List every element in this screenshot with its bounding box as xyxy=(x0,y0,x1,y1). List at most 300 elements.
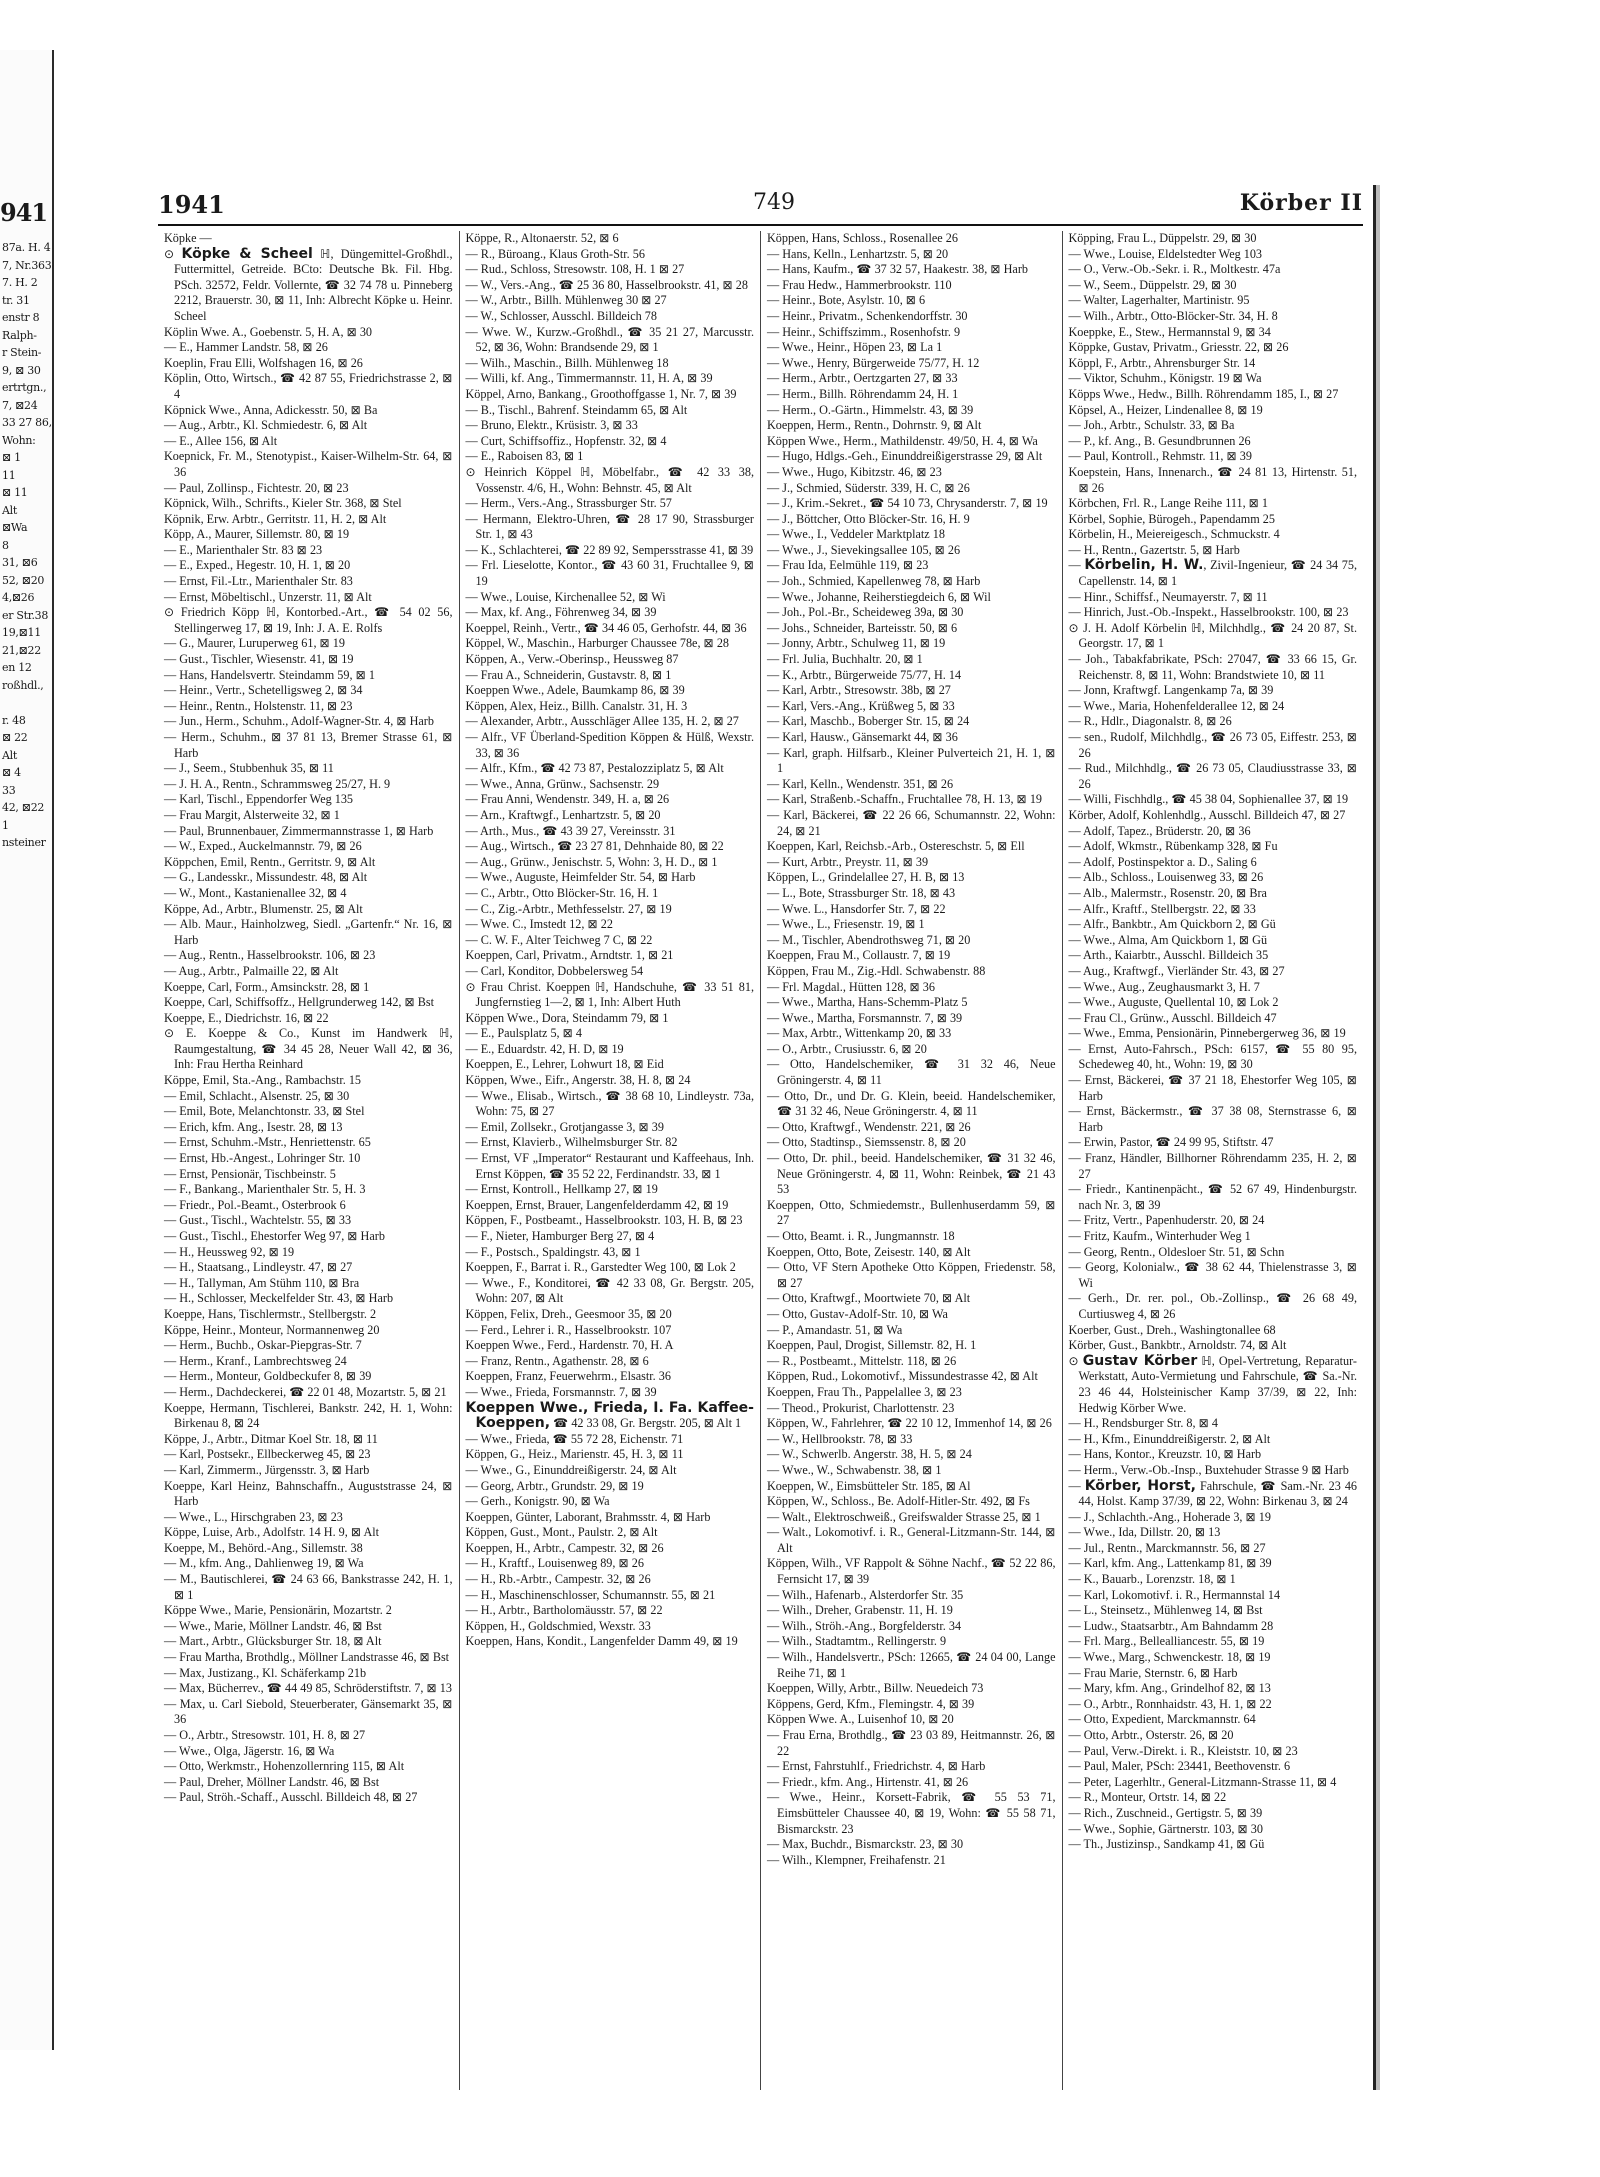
directory-entry: — Gust., Tischler, Wiesenstr. 41, ⊠ 19 xyxy=(164,652,354,667)
directory-entry: Koeppe, Karl Heinz, Bahnschaffn., Auguststrasse 24, ⊠ Harb xyxy=(164,1478,453,1509)
directory-entry: — Wwe., Louise, Kirchenallee 52, ⊠ Wi xyxy=(465,589,666,604)
directory-entry: — P., Amandastr. 51, ⊠ Wa xyxy=(767,1322,903,1337)
directory-entry: Köppen, Frau M., Zig.-Hdl. Schwabenstr. 88 xyxy=(767,963,986,978)
directory-entry: — Aug., Arbtr., Palmaille 22, ⊠ Alt xyxy=(164,963,339,978)
directory-entry: — Wwe., Martha, Hans-Schemm-Platz 5 xyxy=(767,995,968,1010)
directory-entry: — Wilh., Maschin., Billh. Mühlenweg 18 xyxy=(465,355,669,370)
directory-entry: — H., Rendsburger Str. 8, ⊠ 4 xyxy=(1068,1416,1218,1431)
directory-entry: — Karl, Zimmerm., Jürgensstr. 3, ⊠ Harb xyxy=(164,1462,370,1477)
directory-entry: Köppke, Gustav, Privatm., Griesstr. 22, ⊠ 26 xyxy=(1068,340,1289,355)
directory-entry: Köppel, W., Maschin., Harburger Chaussee 78e, ⊠ 28 xyxy=(465,636,730,651)
directory-entry: — Emil, Schlacht., Alsenstr. 25, ⊠ 30 xyxy=(164,1088,350,1103)
adjacent-page-line: 33 27 86, xyxy=(2,416,52,429)
directory-entry: — Ernst, Möbeltischl., Unzerstr. 11, ⊠ Alt xyxy=(164,589,372,604)
directory-entry: — Alb. Maur., Hainholzweg, Siedl. „Gartenfr.“ Nr. 16, ⊠ Harb xyxy=(164,917,453,947)
directory-entry: — Rich., Zuschneid., Gertigstr. 5, ⊠ 39 xyxy=(1068,1805,1263,1820)
directory-entry: — L., Steinsetz., Mühlenweg 14, ⊠ Bst xyxy=(1068,1603,1263,1618)
directory-entry: — Mart., Arbtr., Glücksburger Str. 18, ⊠ Alt xyxy=(164,1634,382,1649)
directory-entry: — C., Zig.-Arbtr., Methfesselstr. 27, ⊠ 19 xyxy=(465,901,672,916)
directory-entry: — Wwe., Heinr., Korsett-Fabrik, ☎ 55 53 71, Eimsbütteler Chaussee 40, ⊠ 19, Wohn: ☎ 55 58 71, Bismarckstr. 23 xyxy=(767,1790,1056,1836)
directory-entry: — Paul, Zollinsp., Fichtestr. 20, ⊠ 23 xyxy=(164,480,349,495)
directory-entry: Köppens, Gerd, Kfm., Flemingstr. 4, ⊠ 39 xyxy=(767,1696,975,1711)
directory-entry: Köppel, Arno, Bankang., Groothoffgasse 1, Nr. 7, ⊠ 39 xyxy=(465,386,737,401)
adjacent-page-line: 1 xyxy=(2,818,9,832)
directory-entry: — Erwin, Pastor, ☎ 24 99 95, Stiftstr. 47 xyxy=(1068,1135,1274,1150)
directory-entry: — Max, u. Carl Siebold, Steuerberater, Gänsemarkt 35, ⊠ 36 xyxy=(164,1696,453,1727)
directory-entry: — Jun., Herm., Schuhm., Adolf-Wagner-Str. 4, ⊠ Harb xyxy=(164,714,434,729)
directory-entry: — Otto, Kraftwgf., Moortwiete 70, ⊠ Alt xyxy=(767,1291,971,1306)
entry-bold-name: Körbelin, H. W. xyxy=(1084,557,1204,574)
directory-entry: — Herm., Schuhm., ⊠ 37 81 13, Bremer Strasse 61, ⊠ Harb xyxy=(164,730,453,760)
adjacent-page-line: 4,⊠26 xyxy=(2,591,35,604)
running-head: Körber II xyxy=(1239,190,1363,216)
directory-entry: — Hinr., Schiffsf., Neumayerstr. 7, ⊠ 11 xyxy=(1068,589,1268,604)
directory-entry: — Herm., Arbtr., Oertzgarten 27, ⊠ 33 xyxy=(767,371,958,386)
directory-entry: Koeppen, H., Arbtr., Campestr. 32, ⊠ 26 xyxy=(465,1540,664,1555)
directory-entry: — Hans, Kaufm., ☎ 37 32 57, Haakestr. 38, ⊠ Harb xyxy=(767,262,1028,277)
directory-entry: Köppe, Heinr., Monteur, Normannenweg 20 xyxy=(164,1322,380,1337)
directory-entry: Koeppen Wwe., Frieda, I. Fa. Kaffee-Koeppen, ☎ 42 33 08, Gr. Bergstr. 205, ⊠ Alt 1 xyxy=(465,1399,754,1432)
directory-entry: Koeppel, Reinh., Vertr., ☎ 34 46 05, Gerhofstr. 44, ⊠ 36 xyxy=(465,620,747,635)
directory-entry: — Wwe., Frieda, ☎ 55 72 28, Eichenstr. 71 xyxy=(465,1431,684,1446)
adjacent-page-line: 8 xyxy=(2,538,9,552)
directory-entry: — Curt, Schiffsoffiz., Hopfenstr. 32, ⊠ 4 xyxy=(465,433,667,448)
directory-entry: — Frau Erna, Brothdlg., ☎ 23 03 89, Heitmannstr. 26, ⊠ 22 xyxy=(767,1728,1056,1758)
directory-entry: ⊙ Gustav Körber ℍ, Opel-Vertretung, Reparatur-Werkstatt, Auto-Vermietung und Fahrschule, ☎ Sa.-Nr. 23 46 44, Holsteinischer Kamp 37/39, ⊠ 22, Inh: Hedwig Körber Wwe. xyxy=(1068,1352,1357,1415)
directory-entry: — Wilh., Arbtr., Otto-Blöcker-Str. 34, H. 8 xyxy=(1068,308,1278,323)
adjacent-page-fragment xyxy=(0,50,54,2050)
directory-entry: Köplin, Otto, Wirtsch., ☎ 42 87 55, Friedrichstrasse 2, ⊠ 4 xyxy=(164,371,453,401)
directory-entry: Koeppen, Günter, Laborant, Brahmsstr. 4, ⊠ Harb xyxy=(465,1509,711,1524)
adjacent-page-line: 7, Nr.363 xyxy=(2,258,52,272)
directory-entry: — Wwe., J., Sievekingsallee 105, ⊠ 26 xyxy=(767,542,961,557)
directory-entry: — E., Allee 156, ⊠ Alt xyxy=(164,433,278,448)
directory-entry: — Herm., Dachdeckerei, ☎ 22 01 48, Mozartstr. 5, ⊠ 21 xyxy=(164,1384,447,1399)
directory-entry: — Karl, Arbtr., Stresowstr. 38b, ⊠ 27 xyxy=(767,683,951,698)
directory-entry: — Wwe., Anna, Grünw., Sachsenstr. 29 xyxy=(465,776,660,791)
directory-entry: — Wwe., Johanne, Reiherstiegdeich 6, ⊠ Wil xyxy=(767,589,991,604)
directory-entry: — Wwe., Ida, Dillstr. 20, ⊠ 13 xyxy=(1068,1525,1221,1540)
directory-entry: — Mary, kfm. Ang., Grindelhof 82, ⊠ 13 xyxy=(1068,1681,1271,1696)
directory-entry: — Ernst, Bäckerei, ☎ 37 21 18, Ehestorfer Weg 105, ⊠ Harb xyxy=(1068,1073,1357,1103)
directory-entry: — Paul, Brunnenbauer, Zimmermannstrasse 1, ⊠ Harb xyxy=(164,823,434,838)
directory-entry: — Frau Margit, Alsterweite 32, ⊠ 1 xyxy=(164,807,340,822)
directory-entry: — Alfr., VF Überland-Spedition Köppen & Hülß, Wexstr. 33, ⊠ 36 xyxy=(465,730,754,760)
directory-entry: — Frau Anni, Wendenstr. 349, H. a, ⊠ 26 xyxy=(465,792,670,807)
directory-entry: — E., Hammer Landstr. 58, ⊠ 26 xyxy=(164,340,328,355)
directory-entry: Koeppen, Frau Th., Pappelallee 3, ⊠ 23 xyxy=(767,1384,962,1399)
adjacent-page-line: 7, ⊠24 xyxy=(2,398,38,412)
directory-entry: — W., Vers.-Ang., ☎ 25 36 80, Hasselbrookstr. 41, ⊠ 28 xyxy=(465,277,748,292)
directory-entry: — Emil, Bote, Melanchtonstr. 33, ⊠ Stel xyxy=(164,1104,365,1119)
directory-entry: — Aug., Arbtr., Kl. Schmiedestr. 6, ⊠ Alt xyxy=(164,418,368,433)
directory-entry: — Walter, Lagerhalter, Martinistr. 95 xyxy=(1068,293,1250,308)
directory-entry: — Georg, Arbtr., Grundstr. 29, ⊠ 19 xyxy=(465,1478,644,1493)
directory-entry: — F., Postsch., Spaldingstr. 43, ⊠ 1 xyxy=(465,1244,641,1259)
directory-entry: — Adolf, Tapez., Brüderstr. 20, ⊠ 36 xyxy=(1068,823,1251,838)
directory-columns xyxy=(158,231,1363,2090)
directory-entry: — Karl, Hausw., Gänsemarkt 44, ⊠ 36 xyxy=(767,730,958,744)
directory-entry: — Frau Marie, Sternstr. 6, ⊠ Harb xyxy=(1068,1665,1238,1680)
directory-entry: — Wwe., Marie, Möllner Landstr. 46, ⊠ Bst xyxy=(164,1618,382,1633)
directory-entry: — Bruno, Elektr., Krüsistr. 3, ⊠ 33 xyxy=(465,418,638,433)
directory-entry: — sen., Rudolf, Milchhdlg., ☎ 26 73 05, Eiffestr. 253, ⊠ 26 xyxy=(1068,730,1357,760)
directory-entry: — Ferd., Lehrer i. R., Hasselbrookstr. 107 xyxy=(465,1322,672,1337)
directory-entry: — Frau Cl., Grünw., Ausschl. Billdeich 47 xyxy=(1068,1010,1277,1025)
directory-entry: — Herm., Vers.-Ang., Strassburger Str. 57 xyxy=(465,496,672,511)
directory-entry: Köpnik, Erw. Arbtr., Gerritstr. 11, H. 2, ⊠ Alt xyxy=(164,511,387,526)
directory-entry: — B., Tischl., Bahrenf. Steindamm 65, ⊠ Alt xyxy=(465,402,688,417)
directory-column-2 xyxy=(459,231,761,2090)
directory-entry: — W., Schlosser, Ausschl. Billdeich 78 xyxy=(465,308,657,323)
directory-entry: — Alfr., Bankbtr., Am Quickborn 2, ⊠ Gü xyxy=(1068,917,1276,932)
directory-entry: — Karl, kfm. Ang., Lattenkamp 81, ⊠ 39 xyxy=(1068,1556,1272,1571)
directory-entry: — Franz, Rentn., Agathenstr. 28, ⊠ 6 xyxy=(465,1353,649,1368)
directory-entry: — Frau Ida, Eelmühle 119, ⊠ 23 xyxy=(767,558,929,573)
directory-entry: — Hans, Handelsvertr. Steindamm 59, ⊠ 1 xyxy=(164,667,375,682)
directory-entry: — F., Bankang., Marienthaler Str. 5, H. 3 xyxy=(164,1182,366,1197)
directory-entry: — Wwe., Louise, Eldelstedter Weg 103 xyxy=(1068,246,1263,261)
directory-entry: — K., Bauarb., Lorenzstr. 18, ⊠ 1 xyxy=(1068,1572,1236,1587)
directory-page xyxy=(118,185,1376,2090)
directory-entry: — Karl, Lokomotivf. i. R., Hermannstal 14 xyxy=(1068,1587,1281,1602)
directory-entry: — H., Rb.-Arbtr., Campestr. 32, ⊠ 26 xyxy=(465,1572,651,1587)
adjacent-page-line: 33 xyxy=(2,783,16,797)
directory-entry: Koeppen Wwe., Adele, Baumkamp 86, ⊠ 39 xyxy=(465,683,685,698)
directory-entry: — J., Schmied, Süderstr. 339, H. C, ⊠ 26 xyxy=(767,480,970,495)
directory-entry: — Arth., Mus., ☎ 43 39 27, Vereinsstr. 31 xyxy=(465,823,676,838)
adjacent-page-line: 21,⊠22 xyxy=(2,643,41,657)
adjacent-page-line: ⊠ 1 xyxy=(2,451,21,464)
directory-entry: Koeppen, Karl, Reichsb.-Arb., Ostereschstr. 5, ⊠ Ell xyxy=(767,839,1025,854)
directory-entry: — W., Hellbrookstr. 78, ⊠ 33 xyxy=(767,1431,913,1446)
directory-entry: — Th., Justizinsp., Sandkamp 41, ⊠ Gü xyxy=(1068,1837,1265,1852)
directory-entry: — Wwe., L., Friesenstr. 19, ⊠ 1 xyxy=(767,917,925,932)
directory-entry: Köppe, Ad., Arbtr., Blumenstr. 25, ⊠ Alt xyxy=(164,901,363,916)
adjacent-page-line: Alt xyxy=(2,748,17,762)
adjacent-page-year: 941 xyxy=(0,198,48,227)
directory-entry: Koerber, Gust., Dreh., Washingtonallee 68 xyxy=(1068,1322,1276,1337)
directory-entry: — Wwe., Hugo, Kibitzstr. 46, ⊠ 23 xyxy=(767,464,942,479)
directory-entry: — Gust., Tischl., Wachtelstr. 55, ⊠ 33 xyxy=(164,1213,352,1228)
directory-entry: — Walt., Elektroschweiß., Greifswalder Strasse 25, ⊠ 1 xyxy=(767,1509,1041,1524)
adjacent-page-line: 9, ⊠ 30 xyxy=(2,363,41,377)
directory-entry: — Max, Buchdr., Bismarckstr. 23, ⊠ 30 xyxy=(767,1837,964,1852)
directory-entry: — Otto, Stadtinsp., Siemssenstr. 8, ⊠ 20 xyxy=(767,1135,966,1150)
directory-entry: — L., Bote, Strassburger Str. 18, ⊠ 43 xyxy=(767,885,956,900)
directory-entry: Köpps Wwe., Hedw., Billh. Röhrendamm 185, I., ⊠ 27 xyxy=(1068,386,1339,401)
directory-entry: — Wwe., Aug., Zeughausmarkt 3, H. 7 xyxy=(1068,979,1260,994)
directory-entry: — Wwe., Olga, Jägerstr. 16, ⊠ Wa xyxy=(164,1743,335,1758)
directory-entry: — Wilh., Handelsvertr., PSch: 12665, ☎ 24 04 00, Lange Reihe 71, ⊠ 1 xyxy=(767,1650,1056,1680)
directory-entry: — H., Tallyman, Am Stühm 110, ⊠ Bra xyxy=(164,1275,360,1290)
directory-entry: — Wilh., Klempner, Freihafenstr. 21 xyxy=(767,1852,946,1867)
directory-entry: — Wilh., Dreher, Grabenstr. 11, H. 19 xyxy=(767,1603,953,1618)
directory-entry: — Ernst, Klavierb., Wilhelmsburger Str. 82 xyxy=(465,1135,678,1150)
directory-entry: — Otto, Kraftwgf., Wendenstr. 221, ⊠ 26 xyxy=(767,1119,971,1134)
directory-entry: — Johs., Schneider, Barteisstr. 50, ⊠ 6 xyxy=(767,620,958,635)
directory-entry: — Otto, Werkmstr., Hohenzollernring 115, ⊠ Alt xyxy=(164,1759,405,1774)
directory-entry: — Otto, Arbtr., Osterstr. 26, ⊠ 20 xyxy=(1068,1728,1234,1742)
adjacent-page-line: 11 xyxy=(2,468,16,482)
directory-entry: — Alb., Malermstr., Rosenstr. 20, ⊠ Bra xyxy=(1068,885,1267,900)
directory-entry: — Alfr., Kfm., ☎ 42 73 87, Pestalozziplatz 5, ⊠ Alt xyxy=(465,761,724,776)
adjacent-page-line: r Stein- xyxy=(2,346,42,359)
directory-entry: — Alfr., Kraftf., Stellbergstr. 22, ⊠ 33 xyxy=(1068,901,1256,916)
directory-entry: — C. W. F., Alter Teichweg 7 C, ⊠ 22 xyxy=(465,932,653,947)
directory-entry: Körbelin, H., Meiereigesch., Schmuckstr. 4 xyxy=(1068,527,1280,542)
directory-entry: — Wwe. L., Hansdorfer Str. 7, ⊠ 22 xyxy=(767,901,946,916)
directory-entry: — Otto, Handelschemiker, ☎ 31 32 46, Neue Gröningerstr. 4, ⊠ 11 xyxy=(767,1057,1056,1088)
directory-entry: — R., Postbeamt., Mittelstr. 118, ⊠ 26 xyxy=(767,1353,957,1368)
directory-entry: — Joh., Arbtr., Schulstr. 33, ⊠ Ba xyxy=(1068,418,1235,433)
directory-entry: ⊙ J. H. Adolf Körbelin ℍ, Milchhdlg., ☎ 24 20 87, St. Georgstr. 17, ⊠ 1 xyxy=(1068,620,1357,651)
directory-entry: — Wwe., Auguste, Heimfelder Str. 54, ⊠ Harb xyxy=(465,870,696,885)
directory-entry: — Ernst, Fil.-Ltr., Marienthaler Str. 83 xyxy=(164,574,353,589)
directory-entry: Koepstein, Hans, Innenarch., ☎ 24 81 13, Hirtenstr. 51, ⊠ 26 xyxy=(1068,464,1357,495)
directory-entry: — H., Kfm., Einunddreißigerstr. 2, ⊠ Alt xyxy=(1068,1431,1271,1446)
directory-entry: Koeppen, Ernst, Brauer, Langenfelderdamm 42, ⊠ 19 xyxy=(465,1197,729,1212)
directory-entry: — Friedr., Pol.-Beamt., Osterbrook 6 xyxy=(164,1197,346,1212)
directory-entry: — E., Paulsplatz 5, ⊠ 4 xyxy=(465,1026,583,1041)
directory-entry: Koeppe, E., Diedrichstr. 16, ⊠ 22 xyxy=(164,1010,329,1025)
directory-entry: — Hermann, Elektro-Uhren, ☎ 28 17 90, Strassburger Str. 1, ⊠ 43 xyxy=(465,511,754,542)
directory-entry: — Paul, Kontroll., Rehmstr. 11, ⊠ 39 xyxy=(1068,449,1252,464)
directory-entry: Köppen, A., Verw.-Oberinsp., Heussweg 87 xyxy=(465,652,679,667)
directory-entry: — Theod., Prokurist, Charlottenstr. 23 xyxy=(767,1400,955,1415)
directory-entry: — Willi, kf. Ang., Timmermannstr. 11, H. A, ⊠ 39 xyxy=(465,371,713,386)
directory-entry: — Heinr., Privatm., Schenkendorffstr. 30 xyxy=(767,308,968,323)
directory-column-4 xyxy=(1062,231,1364,2090)
directory-entry: — Karl, Kelln., Wendenstr. 351, ⊠ 26 xyxy=(767,776,954,791)
directory-entry: — J., Krim.-Sekret., ☎ 54 10 73, Chrysanderstr. 7, ⊠ 19 xyxy=(767,496,1048,511)
directory-entry: Koeppe, Hans, Tischlermstr., Stellbergstr. 2 xyxy=(164,1306,377,1321)
adjacent-page-line: ⊠Wa xyxy=(2,521,28,534)
directory-entry: — Max, Justizang., Kl. Schäferkamp 21b xyxy=(164,1665,367,1680)
directory-entry: — W., Arbtr., Billh. Mühlenweg 30 ⊠ 27 xyxy=(465,293,667,308)
adjacent-page-line: 19,⊠11 xyxy=(2,626,41,639)
directory-entry: — H., Arbtr., Bartholomäusstr. 57, ⊠ 22 xyxy=(465,1603,663,1618)
directory-entry: — Otto, Gustav-Adolf-Str. 10, ⊠ Wa xyxy=(767,1306,948,1321)
directory-entry: Koepnick, Fr. M., Stenotypist., Kaiser-Wilhelm-Str. 64, ⊠ 36 xyxy=(164,449,453,479)
directory-entry: — Fritz, Kaufm., Winterhuder Weg 1 xyxy=(1068,1229,1251,1243)
directory-entry: Köppen, Felix, Dreh., Geesmoor 35, ⊠ 20 xyxy=(465,1306,672,1321)
directory-entry: — Otto, VF Stern Apotheke Otto Köppen, Friedenstr. 58, ⊠ 27 xyxy=(767,1260,1056,1290)
directory-entry: — E., Marienthaler Str. 83 ⊠ 23 xyxy=(164,542,323,557)
directory-entry: — Wwe., W., Schwabenstr. 38, ⊠ 1 xyxy=(767,1462,942,1477)
directory-entry: Köppen, W., Fahrlehrer, ☎ 22 10 12, Immenhof 14, ⊠ 26 xyxy=(767,1416,1052,1431)
directory-entry: — Herm., Kranf., Lambrechtsweg 24 xyxy=(164,1353,347,1368)
directory-entry: — C., Arbtr., Otto Blöcker-Str. 16, H. 1 xyxy=(465,885,659,900)
directory-entry: — Paul, Verw.-Direkt. i. R., Kleiststr. 10, ⊠ 23 xyxy=(1068,1743,1298,1758)
entry-bold-name: Gustav Körber xyxy=(1082,1352,1198,1369)
directory-entry: Köpnick Wwe., Anna, Adickesstr. 50, ⊠ Ba xyxy=(164,402,378,417)
directory-entry: — Ernst, Schuhm.-Mstr., Henriettenstr. 65 xyxy=(164,1135,371,1150)
adjacent-page-line: roßhdl., xyxy=(2,678,44,692)
directory-entry: — Wilh., Stadtamtm., Rellingerstr. 9 xyxy=(767,1634,947,1649)
directory-entry: — H., Kraftf., Louisenweg 89, ⊠ 26 xyxy=(465,1556,644,1571)
directory-entry: — Karl, Straßenb.-Schaffn., Fruchtallee 78, H. 13, ⊠ 19 xyxy=(767,792,1043,807)
directory-entry: — Wwe., Elisab., Wirtsch., ☎ 38 68 10, Lindleystr. 73a, Wohn: 75, ⊠ 27 xyxy=(465,1088,754,1119)
directory-entry: Köppen, L., Grindelallee 27, H. B, ⊠ 13 xyxy=(767,870,965,885)
directory-entry: — Frl. Lieselotte, Kontor., ☎ 43 60 31, Fruchtallee 9, ⊠ 19 xyxy=(465,558,754,589)
directory-entry: — Karl, Bäckerei, ☎ 22 26 66, Schumannstr. 22, Wohn: 24, ⊠ 21 xyxy=(767,807,1056,838)
directory-entry: Koeppen, F., Barrat i. R., Garstedter Weg 100, ⊠ Lok 2 xyxy=(465,1260,736,1275)
directory-entry: — Wwe., Henry, Bürgerweide 75/77, H. 12 xyxy=(767,355,980,370)
directory-entry: — J., Seem., Stubbenhuk 35, ⊠ 11 xyxy=(164,761,334,776)
directory-entry: Köplin Wwe. A., Goebenstr. 5, H. A, ⊠ 30 xyxy=(164,324,373,339)
directory-entry: — Peter, Lagerhltr., General-Litzmann-Strasse 11, ⊠ 4 xyxy=(1068,1774,1337,1789)
directory-entry: — O., Arbtr., Stresowstr. 101, H. 8, ⊠ 27 xyxy=(164,1728,366,1742)
directory-entry: — Wwe. C., Imstedt 12, ⊠ 22 xyxy=(465,917,613,932)
directory-entry: — Adolf, Postinspektor a. D., Saling 6 xyxy=(1068,854,1257,869)
directory-entry: Koeppe, Hermann, Tischlerei, Bankstr. 242, H. 1, Wohn: Birkenau 8, ⊠ 24 xyxy=(164,1400,453,1431)
directory-entry: ⊙ Frau Christ. Koeppen ℍ, Handschuhe, ☎ 33 51 81, Jungfernstieg 1—2, ⊠ 1, Inh: Albert Huth xyxy=(465,979,754,1010)
directory-entry: — Wwe., I., Veddeler Marktplatz 18 xyxy=(767,527,945,542)
directory-entry: — Wwe., Emma, Pensionärin, Pinnebergerweg 36, ⊠ 19 xyxy=(1068,1026,1346,1041)
directory-entry: — Wwe., L., Hirschgraben 23, ⊠ 23 xyxy=(164,1509,343,1524)
directory-entry: — Heinr., Rentn., Holstenstr. 11, ⊠ 23 xyxy=(164,698,353,713)
directory-entry: Koeppen, Hans, Kondit., Langenfelder Damm 49, ⊠ 19 xyxy=(465,1634,738,1649)
directory-entry: — J., Böttcher, Otto Blöcker-Str. 16, H. 9 xyxy=(767,511,970,526)
directory-entry: — Kurt, Arbtr., Preystr. 11, ⊠ 39 xyxy=(767,854,929,869)
directory-entry: — R., Monteur, Ortstr. 14, ⊠ 22 xyxy=(1068,1790,1227,1805)
directory-entry: — Herm., Verw.-Ob.-Insp., Buxtehuder Strasse 9 ⊠ Harb xyxy=(1068,1462,1349,1477)
directory-entry: — Ernst, Bäckermstr., ☎ 37 38 08, Sternstrasse 6, ⊠ Harb xyxy=(1068,1104,1357,1134)
directory-entry: Köppen, Alex, Heiz., Billh. Canalstr. 31, H. 3 xyxy=(465,698,688,713)
directory-entry: — Gust., Tischl., Ehestorfer Weg 97, ⊠ Harb xyxy=(164,1229,385,1243)
directory-entry: — H., Staatsang., Lindleystr. 47, ⊠ 27 xyxy=(164,1260,353,1275)
directory-entry: — Wwe., Frieda, Forsmannstr. 7, ⊠ 39 xyxy=(465,1384,657,1399)
directory-entry: Koeppen, Paul, Drogist, Sillemstr. 82, H. 1 xyxy=(767,1338,977,1353)
directory-entry: — Friedr., kfm. Ang., Hirtenstr. 41, ⊠ 26 xyxy=(767,1774,969,1789)
directory-entry: — K., Arbtr., Bürgerweide 75/77, H. 14 xyxy=(767,667,962,682)
directory-entry: — Frau Martha, Brothdlg., Möllner Landstrasse 46, ⊠ Bst xyxy=(164,1650,450,1665)
directory-entry: — Paul, Dreher, Möllner Landstr. 46, ⊠ Bst xyxy=(164,1774,380,1789)
adjacent-page-line: ertrtgn., xyxy=(2,381,47,394)
directory-entry: — Friedr., Kantinenpächt., ☎ 52 67 49, Hindenburgstr. nach Nr. 3, ⊠ 39 xyxy=(1068,1182,1357,1212)
directory-entry: — Paul, Ströh.-Schaff., Ausschl. Billdeich 48, ⊠ 27 xyxy=(164,1790,418,1805)
directory-entry: Köppen, Gust., Mont., Paulstr. 2, ⊠ Alt xyxy=(465,1525,658,1540)
directory-entry: — Frl. Magdal., Hütten 128, ⊠ 36 xyxy=(767,979,935,994)
directory-entry: Köppen, W., Schloss., Be. Adolf-Hitler-Str. 492, ⊠ Fs xyxy=(767,1494,1030,1509)
directory-entry: — Aug., Wirtsch., ☎ 23 27 81, Dehnhaide 80, ⊠ 22 xyxy=(465,839,724,854)
directory-entry: — H., Rentn., Gazertstr. 5, ⊠ Harb xyxy=(1068,542,1240,557)
directory-entry: — Carl, Konditor, Dobbelersweg 54 xyxy=(465,963,644,978)
directory-entry: Köpp, A., Maurer, Sillemstr. 80, ⊠ 19 xyxy=(164,527,350,542)
adjacent-page-line: en 12 xyxy=(2,661,32,674)
directory-entry: Köppen, H., Goldschmied, Wexstr. 33 xyxy=(465,1618,651,1633)
directory-entry: — Herm., O.-Gärtn., Himmelstr. 43, ⊠ 39 xyxy=(767,402,974,417)
directory-entry: — Otto, Beamt. i. R., Jungmannstr. 18 xyxy=(767,1229,955,1243)
directory-entry: Koeppen, Willy, Arbtr., Billw. Neuedeich 73 xyxy=(767,1681,984,1696)
directory-entry: Koeppen, Frau M., Collaustr. 7, ⊠ 19 xyxy=(767,948,951,963)
directory-entry: Köppchen, Emil, Rentn., Gerritstr. 9, ⊠ Alt xyxy=(164,854,376,869)
directory-entry: — Heinr., Vertr., Schetelligsweg 2, ⊠ 34 xyxy=(164,683,363,698)
adjacent-page-line: Wohn: xyxy=(2,433,36,447)
directory-entry: — H., Schlosser, Meckelfelder Str. 43, ⊠ Harb xyxy=(164,1291,394,1306)
directory-entry: Körbchen, Frl. R., Lange Reihe 111, ⊠ 1 xyxy=(1068,496,1269,511)
directory-entry: — E., Raboisen 83, ⊠ 1 xyxy=(465,449,584,464)
directory-entry: Köppen, G., Heiz., Marienstr. 45, H. 3, ⊠ 11 xyxy=(465,1447,684,1462)
directory-entry: — Georg, Rentn., Oldesloer Str. 51, ⊠ Schn xyxy=(1068,1244,1285,1259)
directory-entry: — Erich, kfm. Ang., Isestr. 28, ⊠ 13 xyxy=(164,1119,343,1134)
page-number: 749 xyxy=(753,190,795,215)
directory-entry: — E., Exped., Hegestr. 10, H. 1, ⊠ 20 xyxy=(164,558,351,573)
directory-entry: — Wwe., Heinr., Höpen 23, ⊠ La 1 xyxy=(767,340,943,355)
directory-entry: — W., Exped., Auckelmannstr. 79, ⊠ 26 xyxy=(164,839,362,854)
directory-entry: — Aug., Rentn., Hasselbrookstr. 106, ⊠ 23 xyxy=(164,948,376,963)
directory-entry: Köpping, Frau L., Düppelstr. 29, ⊠ 30 xyxy=(1068,231,1257,245)
directory-entry: — Georg, Kolonialw., ☎ 38 62 44, Thielenstrasse 3, ⊠ Wi xyxy=(1068,1260,1357,1290)
directory-column-3 xyxy=(760,231,1062,2090)
directory-entry: Koeppen, Franz, Feuerwehrm., Elsastr. 36 xyxy=(465,1369,671,1384)
directory-entry: ⊙ E. Koeppe & Co., Kunst im Handwerk ℍ, Raumgestaltung, ☎ 34 45 28, Neuer Wall 42, ⊠ 36, Inh: Frau Hertha Reinhard xyxy=(164,1026,453,1072)
directory-entry: — Herm., Billh. Röhrendamm 24, H. 1 xyxy=(767,386,959,401)
directory-entry: Koeppen Wwe., Ferd., Hardenstr. 70, H. A xyxy=(465,1338,674,1353)
directory-entry: — Ernst, Kontroll., Hellkamp 27, ⊠ 19 xyxy=(465,1182,658,1197)
directory-entry: — O., Verw.-Ob.-Sekr. i. R., Moltkestr. 47a xyxy=(1068,262,1281,277)
directory-entry: — Herm., Buchb., Oskar-Piepgras-Str. 7 xyxy=(164,1338,362,1353)
entry-bold-name: Koeppen Wwe., Frieda, I. Fa. Kaffee-Koeppen, xyxy=(465,1399,754,1432)
entry-bold-name: Köpke & Scheel xyxy=(181,245,313,262)
directory-entry: — Aug., Grünw., Jenischstr. 5, Wohn: 3, H. D., ⊠ 1 xyxy=(465,854,718,869)
directory-entry: — Jonn, Kraftwgf. Langenkamp 7a, ⊠ 39 xyxy=(1068,683,1274,698)
adjacent-page-line: r. 48 xyxy=(2,713,26,727)
directory-entry: Köppe, Luise, Arb., Adolfstr. 14 H. 9, ⊠ Alt xyxy=(164,1525,380,1540)
directory-entry: Köppen Wwe. A., Luisenhof 10, ⊠ 20 xyxy=(767,1712,954,1727)
directory-entry: — Frau A., Schneiderin, Gustavstr. 8, ⊠ 1 xyxy=(465,667,672,682)
directory-entry: Köppen, Wwe., Eifr., Angerstr. 38, H. 8, ⊠ 24 xyxy=(465,1073,691,1088)
directory-entry: — Paul, Maler, PSch: 23441, Beethovenstr. 6 xyxy=(1068,1759,1291,1774)
directory-entry: — Hugo, Hdlgs.-Geh., Einunddreißigerstrasse 29, ⊠ Alt xyxy=(767,449,1043,464)
page-header xyxy=(158,190,1363,226)
directory-entry: Koeppen, W., Eimsbütteler Str. 185, ⊠ Al xyxy=(767,1478,971,1493)
directory-entry: — Karl, graph. Hilfsarb., Kleiner Pulverteich 21, H. 1, ⊠ 1 xyxy=(767,745,1056,776)
directory-entry: Koeppe, Carl, Form., Amsinckstr. 28, ⊠ 1 xyxy=(164,979,370,994)
directory-entry: — Wwe., Auguste, Quellental 10, ⊠ Lok 2 xyxy=(1068,995,1279,1010)
directory-entry: Köppe, Emil, Sta.-Ang., Rambachstr. 15 xyxy=(164,1073,362,1088)
directory-entry: — Hinrich, Just.-Ob.-Inspekt., Hasselbrookstr. 100, ⊠ 23 xyxy=(1068,605,1349,620)
directory-entry: Köppe, R., Altonaerstr. 52, ⊠ 6 xyxy=(465,231,619,245)
directory-entry: — Wwe., Martha, Forsmannstr. 7, ⊠ 39 xyxy=(767,1010,963,1025)
directory-entry: Köppen, Wilh., VF Rappolt & Söhne Nachf., ☎ 52 22 86, Fernsicht 17, ⊠ 39 xyxy=(767,1556,1056,1587)
directory-entry: Köpke — xyxy=(164,231,212,245)
directory-entry: — Alexander, Arbtr., Ausschläger Allee 135, H. 2, ⊠ 27 xyxy=(465,714,739,729)
adjacent-page-line: Alt xyxy=(2,503,17,517)
directory-entry: — K., Schlachterei, ☎ 22 89 92, Sempersstrasse 41, ⊠ 39 xyxy=(465,542,754,557)
directory-entry: — Emil, Zollsekr., Grotjangasse 3, ⊠ 39 xyxy=(465,1119,664,1134)
directory-entry: Koeppe, M., Behörd.-Ang., Sillemstr. 38 xyxy=(164,1540,363,1555)
directory-entry: — Willi, Fischhdlg., ☎ 45 38 04, Sophienallee 37, ⊠ 19 xyxy=(1068,792,1349,807)
directory-entry: — Frl. Julia, Buchhaltr. 20, ⊠ 1 xyxy=(767,652,923,667)
directory-entry: — Adolf, Wkmstr., Rübenkamp 328, ⊠ Fu xyxy=(1068,839,1278,854)
directory-entry: — Alb., Schloss., Louisenweg 33, ⊠ 26 xyxy=(1068,870,1264,885)
directory-entry: Koeppen, E., Lehrer, Lohwurt 18, ⊠ Eid xyxy=(465,1057,664,1072)
directory-entry: — Karl, Postsekr., Ellbeckerweg 45, ⊠ 23 xyxy=(164,1447,371,1462)
directory-entry: — E., Eduardstr. 42, H. D, ⊠ 19 xyxy=(465,1041,624,1056)
directory-entry: Koeppe, Carl, Schiffsoffz., Hellgrunderweg 142, ⊠ Bst xyxy=(164,995,435,1010)
directory-entry: Koeppen, Otto, Schmiedemstr., Bullenhuserdamm 59, ⊠ 27 xyxy=(767,1197,1056,1228)
adjacent-page-line: nsteiner xyxy=(2,836,46,849)
directory-entry: — R., Hdlr., Diagonalstr. 8, ⊠ 26 xyxy=(1068,714,1232,729)
directory-entry: — Max, Arbtr., Wittenkamp 20, ⊠ 33 xyxy=(767,1026,952,1041)
directory-entry: Köppen, Hans, Schloss., Rosenallee 26 xyxy=(767,231,958,245)
adjacent-page-line: 87a. H. 4 xyxy=(2,241,51,254)
directory-entry: — Wwe., G., Einunddreißigerstr. 24, ⊠ Alt xyxy=(465,1462,677,1477)
directory-entry: — Otto, Expedient, Marckmannstr. 64 xyxy=(1068,1712,1256,1727)
directory-entry: — Körbelin, H. W., Zivil-Ingenieur, ☎ 24 34 75, Capellenstr. 14, ⊠ 1 xyxy=(1068,557,1357,589)
